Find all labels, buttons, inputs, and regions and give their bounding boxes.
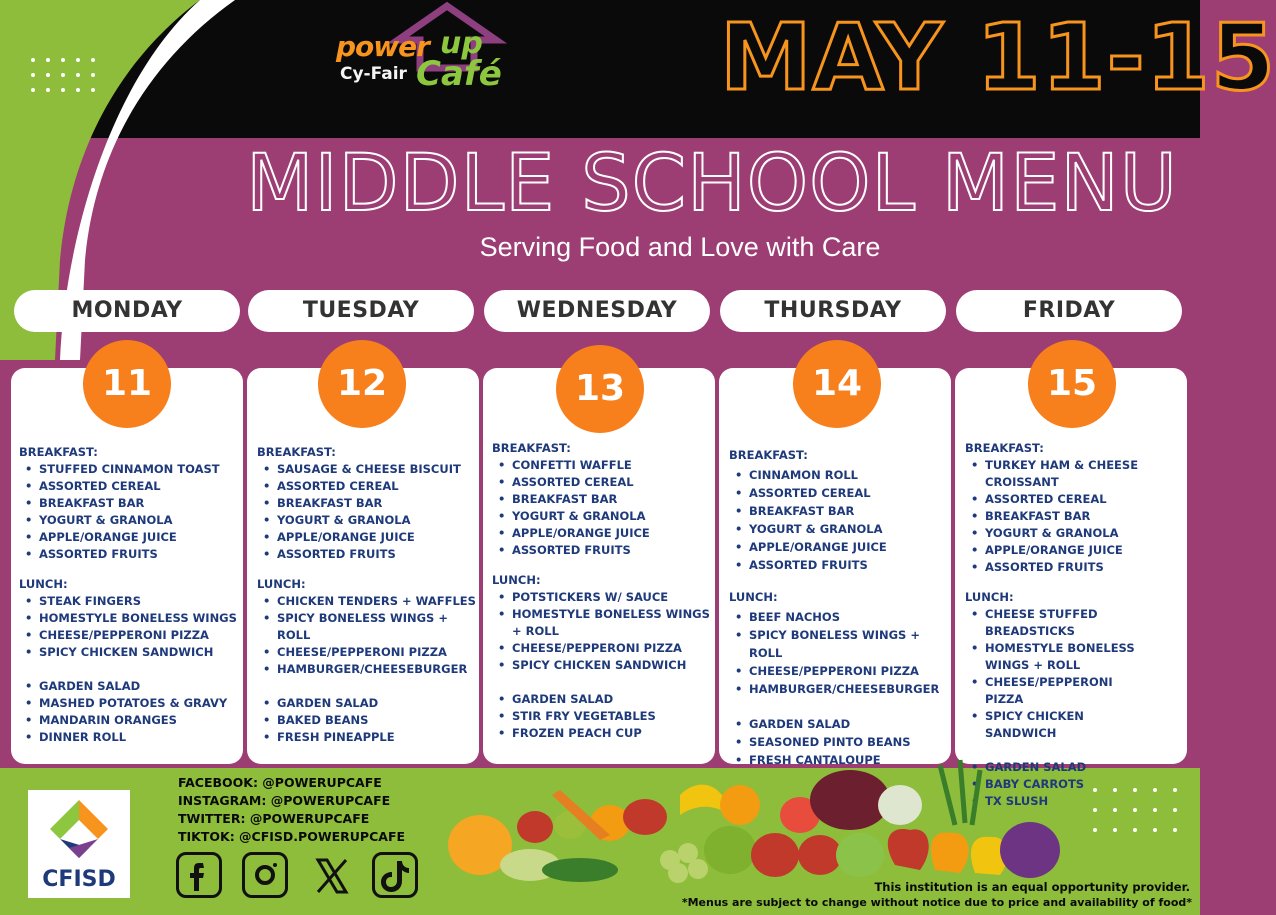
logo-power-text: power	[336, 30, 429, 63]
menu-item: • SPICY CHICKEN SANDWICH	[965, 708, 1147, 742]
menu-tuesday	[257, 445, 479, 746]
menu-item: • BREAKFAST BAR	[257, 495, 479, 512]
menu-item: • YOGURT & GRANOLA	[257, 512, 479, 529]
menu-item: • HOMESTYLE BONELESS WINGS + ROLL	[492, 606, 714, 640]
menu-item: • ASSORTED FRUITS	[729, 556, 951, 574]
menu-item: • GARDEN SALAD	[19, 678, 241, 695]
menu-item: • BREAKFAST BAR	[965, 508, 1147, 525]
menu-item: • APPLE/ORANGE JUICE	[19, 529, 241, 546]
menu-item: • CHEESE/PEPPERONI PIZZA	[965, 674, 1147, 708]
facebook-handle[interactable]: FACEBOOK: @POWERUPCAFE	[178, 775, 382, 790]
day-label-thursday: THURSDAY	[720, 290, 946, 332]
menu-item: • FRESH PINEAPPLE	[257, 729, 479, 746]
menu-item: • FROZEN PEACH CUP	[492, 725, 714, 742]
tiktok-icon[interactable]	[372, 852, 418, 898]
menu-item: • TX SLUSH	[965, 793, 1147, 810]
lunch-list	[729, 608, 951, 769]
powerup-cafe-logo	[332, 6, 512, 106]
menu-item: • SEASONED PINTO BEANS	[729, 733, 951, 751]
day-label-friday: FRIDAY	[956, 290, 1182, 332]
date-range-title: MAY 11-15	[720, 4, 1276, 111]
menu-item: • BAKED BEANS	[257, 712, 479, 729]
menu-item: • CHICKEN TENDERS + WAFFLES	[257, 593, 479, 610]
menu-item: • APPLE/ORANGE JUICE	[729, 538, 951, 556]
menu-item: • CHEESE/PEPPERONI PIZZA	[492, 640, 714, 657]
menu-item: • APPLE/ORANGE JUICE	[492, 525, 714, 542]
social-icons	[176, 852, 426, 902]
lunch-heading: LUNCH:	[19, 577, 68, 591]
menu-change-notice: *Menus are subject to change without notice due to price and availability of food*	[681, 896, 1192, 909]
cfisd-emblem-icon	[28, 794, 130, 864]
breakfast-heading: BREAKFAST:	[492, 441, 571, 455]
date-badge-friday: 15	[1028, 340, 1116, 428]
date-badge-wednesday: 13	[556, 345, 644, 433]
menu-item: • ASSORTED FRUITS	[492, 542, 714, 559]
menu-item: • BABY CARROTS	[965, 776, 1147, 793]
menu-item: • BREAKFAST BAR	[729, 502, 951, 520]
date-badge-monday: 11	[83, 340, 171, 428]
menu-item: • ASSORTED CEREAL	[965, 491, 1147, 508]
fruits-vegetables-illustration	[440, 755, 1060, 885]
menu-item: • YOGURT & GRANOLA	[729, 520, 951, 538]
logo-cafe-text: Café	[416, 54, 502, 94]
menu-item: • GARDEN SALAD	[257, 695, 479, 712]
menu-item: • TURKEY HAM & CHEESE CROISSANT	[965, 457, 1147, 491]
menu-item: • DINNER ROLL	[19, 729, 241, 746]
menu-item: • GARDEN SALAD	[965, 759, 1147, 776]
breakfast-heading: BREAKFAST:	[965, 441, 1044, 455]
menu-item: • HAMBURGER/CHEESEBURGER	[257, 661, 479, 678]
cfisd-logo	[28, 790, 130, 898]
equal-opportunity-statement: This institution is an equal opportunity provider.	[874, 880, 1190, 894]
breakfast-list	[965, 457, 1147, 576]
menu-item: • BREAKFAST BAR	[492, 491, 714, 508]
menu-item: • YOGURT & GRANOLA	[19, 512, 241, 529]
menu-item: • SPICY BONELESS WINGS + ROLL	[257, 610, 479, 644]
twitter-handle[interactable]: TWITTER: @POWERUPCAFE	[178, 811, 370, 826]
menu-item: • POTSTICKERS W/ SAUCE	[492, 589, 714, 606]
logo-cyfair-text: Cy-Fair	[340, 64, 407, 84]
instagram-handle[interactable]: INSTAGRAM: @POWERUPCAFE	[178, 793, 391, 808]
menu-item: • ASSORTED CEREAL	[257, 478, 479, 495]
menu-item: • MASHED POTATOES & GRAVY	[19, 695, 241, 712]
breakfast-heading: BREAKFAST:	[257, 445, 336, 459]
facebook-icon[interactable]	[176, 852, 222, 898]
breakfast-list	[729, 466, 951, 574]
menu-item: • CONFETTI WAFFLE	[492, 457, 714, 474]
day-label-wednesday: WEDNESDAY	[484, 290, 710, 332]
menu-item: • CHEESE/PEPPERONI PIZZA	[729, 662, 951, 680]
lunch-heading: LUNCH:	[492, 573, 541, 587]
menu-item: • CHEESE/PEPPERONI PIZZA	[257, 644, 479, 661]
menu-item: • FRESH CANTALOUPE	[729, 751, 951, 769]
menu-item: • STEAK FINGERS	[19, 593, 241, 610]
menu-item: • ASSORTED CEREAL	[492, 474, 714, 491]
menu-item: • CHEESE/PEPPERONI PIZZA	[19, 627, 241, 644]
breakfast-heading: BREAKFAST:	[19, 445, 98, 459]
lunch-list	[19, 593, 241, 746]
logo-up-text: up	[440, 26, 483, 61]
menu-monday	[19, 445, 241, 746]
breakfast-list	[492, 457, 714, 559]
menu-item: • GARDEN SALAD	[729, 715, 951, 733]
menu-item: • CINNAMON ROLL	[729, 466, 951, 484]
cfisd-text: CFISD	[42, 867, 116, 892]
menu-item: • STIR FRY VEGETABLES	[492, 708, 714, 725]
menu-item: • YOGURT & GRANOLA	[492, 508, 714, 525]
dot-pattern-left	[28, 55, 128, 115]
menu-item: • CHEESE STUFFED BREADSTICKS	[965, 606, 1147, 640]
menu-item: • ASSORTED FRUITS	[965, 559, 1147, 576]
menu-wednesday	[492, 441, 714, 742]
menu-item: • APPLE/ORANGE JUICE	[965, 542, 1147, 559]
menu-item: • HOMESTYLE BONELESS WINGS + ROLL	[965, 640, 1147, 674]
menu-item: • APPLE/ORANGE JUICE	[257, 529, 479, 546]
menu-item: • BREAKFAST BAR	[19, 495, 241, 512]
social-handles	[178, 774, 405, 846]
menu-item: • SAUSAGE & CHEESE BISCUIT	[257, 461, 479, 478]
page-subtitle: Serving Food and Love with Care	[479, 232, 881, 262]
breakfast-list	[19, 461, 241, 563]
breakfast-list	[257, 461, 479, 563]
menu-item: • MANDARIN ORANGES	[19, 712, 241, 729]
instagram-icon[interactable]	[242, 852, 288, 898]
menu-item: • ASSORTED FRUITS	[19, 546, 241, 563]
lunch-list	[492, 589, 714, 742]
menu-item: • ASSORTED CEREAL	[19, 478, 241, 495]
day-label-monday: MONDAY	[14, 290, 240, 332]
menu-item: • SPICY CHICKEN SANDWICH	[19, 644, 241, 661]
lunch-list	[257, 593, 479, 746]
tiktok-handle[interactable]: TIKTOK: @CFISD.POWERUPCAFE	[178, 829, 406, 844]
menu-item: • SPICY BONELESS WINGS + ROLL	[729, 626, 951, 662]
menu-item: • BEEF NACHOS	[729, 608, 951, 626]
date-badge-tuesday: 12	[318, 340, 406, 428]
menu-item: • ASSORTED CEREAL	[729, 484, 951, 502]
breakfast-heading: BREAKFAST:	[729, 448, 808, 462]
menu-item: • GARDEN SALAD	[492, 691, 714, 708]
menu-item: • ASSORTED FRUITS	[257, 546, 479, 563]
menu-item: • STUFFED CINNAMON TOAST	[19, 461, 241, 478]
lunch-heading: LUNCH:	[257, 577, 306, 591]
menu-item: • HAMBURGER/CHEESEBURGER	[729, 680, 951, 698]
lunch-heading: LUNCH:	[729, 590, 778, 604]
menu-item: • HOMESTYLE BONELESS WINGS	[19, 610, 241, 627]
day-label-tuesday: TUESDAY	[248, 290, 474, 332]
lunch-heading: LUNCH:	[965, 590, 1014, 604]
menu-item: • YOGURT & GRANOLA	[965, 525, 1147, 542]
x-icon[interactable]	[312, 856, 352, 896]
page-title: MIDDLE SCHOOL MENU	[246, 139, 1178, 229]
menu-item: • SPICY CHICKEN SANDWICH	[492, 657, 714, 674]
menu-thursday	[729, 446, 951, 769]
date-badge-thursday: 14	[793, 340, 881, 428]
